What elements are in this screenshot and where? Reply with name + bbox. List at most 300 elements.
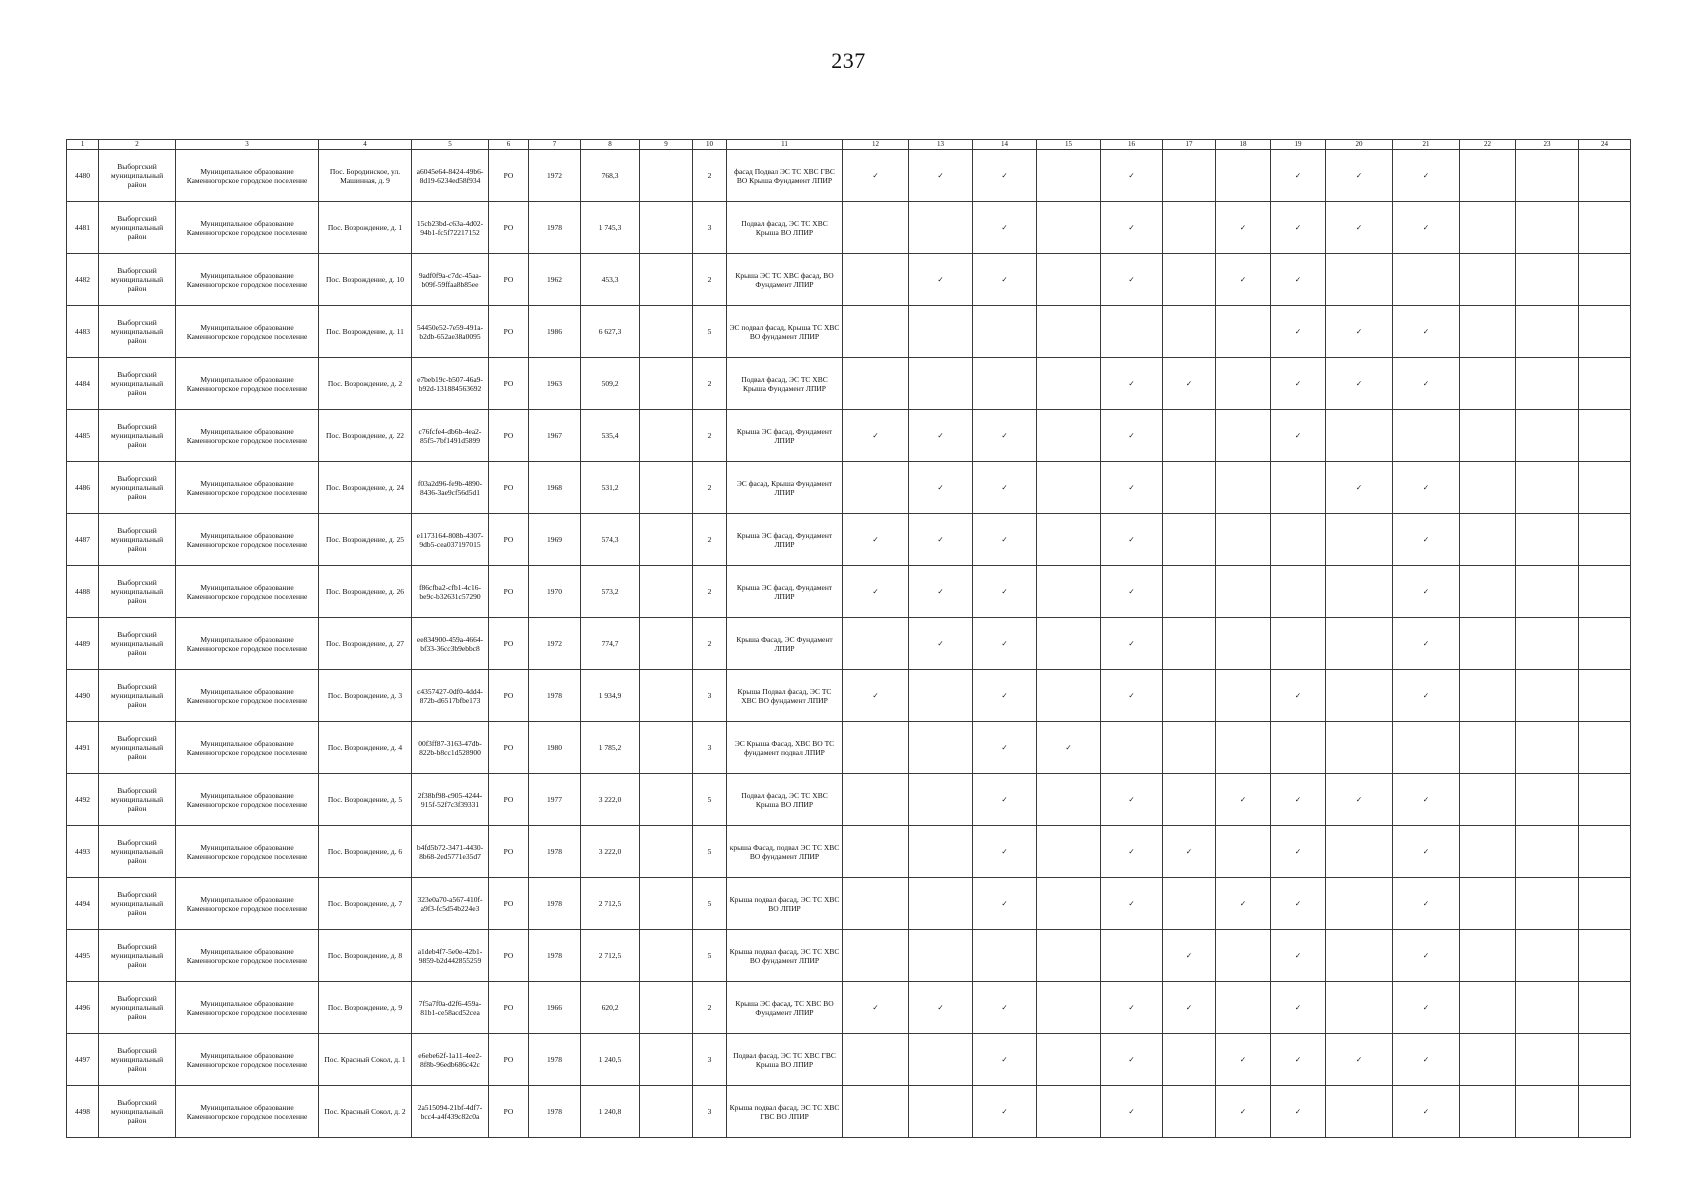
check-mark-cell xyxy=(1579,358,1631,410)
check-mark-cell xyxy=(909,202,973,254)
area-cell: 1 240,5 xyxy=(581,1034,640,1086)
check-mark-cell xyxy=(1037,410,1101,462)
check-mark-cell xyxy=(1163,618,1216,670)
build-year-cell: 1978 xyxy=(529,878,581,930)
check-mark-cell xyxy=(909,1034,973,1086)
table-row xyxy=(67,566,1631,618)
check-mark-cell: ✓ xyxy=(1271,774,1326,826)
check-mark-cell xyxy=(1460,410,1516,462)
check-mark-cell xyxy=(1460,878,1516,930)
column-number-header: 19 xyxy=(1271,140,1326,150)
check-mark-cell xyxy=(1163,150,1216,202)
check-mark-cell xyxy=(1037,514,1101,566)
check-mark-cell xyxy=(1579,722,1631,774)
check-mark-cell: ✓ xyxy=(973,462,1037,514)
municipality-cell: Муниципальное образование Каменногорское городское поселение xyxy=(176,150,319,202)
row-number: 4482 xyxy=(67,254,99,306)
check-mark-cell xyxy=(1393,254,1460,306)
address-cell: Пос. Возрождение, д. 2 xyxy=(319,358,412,410)
check-mark-cell: ✓ xyxy=(1101,254,1163,306)
check-mark-cell: ✓ xyxy=(1326,202,1393,254)
check-mark-cell xyxy=(1163,462,1216,514)
table-row xyxy=(67,514,1631,566)
works-list-cell: фасад Подвал ЭС ТС ХВС ГВС ВО Крыша Фундамент ЛПИР xyxy=(727,150,843,202)
check-mark-cell: ✓ xyxy=(1271,878,1326,930)
empty-cell xyxy=(640,462,693,514)
row-number: 4493 xyxy=(67,826,99,878)
check-mark-cell xyxy=(1163,306,1216,358)
check-mark-cell: ✓ xyxy=(909,514,973,566)
check-mark-cell: ✓ xyxy=(1271,982,1326,1034)
fias-id-cell: 323e0a70-a567-410f-a9f3-fc5d54b224e3 xyxy=(412,878,489,930)
check-mark-cell xyxy=(843,774,909,826)
check-mark-cell xyxy=(1516,358,1579,410)
check-mark-cell: ✓ xyxy=(1101,1086,1163,1138)
municipality-cell: Муниципальное образование Каменногорское городское поселение xyxy=(176,878,319,930)
check-mark-cell xyxy=(1216,930,1271,982)
column-number-header: 18 xyxy=(1216,140,1271,150)
address-cell: Пос. Возрождение, д. 1 xyxy=(319,202,412,254)
district-cell: Выборгский муниципальный район xyxy=(99,878,176,930)
check-mark-cell xyxy=(1271,566,1326,618)
check-mark-cell: ✓ xyxy=(973,982,1037,1034)
check-mark-cell xyxy=(1037,358,1101,410)
check-mark-cell xyxy=(1460,722,1516,774)
check-mark-cell xyxy=(1037,878,1101,930)
check-mark-cell xyxy=(843,618,909,670)
fias-id-cell: e7beb19c-b507-46a9-b92d-131884563692 xyxy=(412,358,489,410)
municipality-cell: Муниципальное образование Каменногорское городское поселение xyxy=(176,306,319,358)
area-cell: 6 627,3 xyxy=(581,306,640,358)
floors-cell: 3 xyxy=(693,202,727,254)
check-mark-cell xyxy=(1037,1086,1101,1138)
area-cell: 453,3 xyxy=(581,254,640,306)
address-cell: Пос. Красный Сокол, д. 2 xyxy=(319,1086,412,1138)
build-year-cell: 1977 xyxy=(529,774,581,826)
check-mark-cell xyxy=(1579,254,1631,306)
check-mark-cell: ✓ xyxy=(843,410,909,462)
check-mark-cell xyxy=(1516,1034,1579,1086)
check-mark-cell xyxy=(1037,202,1101,254)
check-mark-cell: ✓ xyxy=(973,670,1037,722)
address-cell: Пос. Возрождение, д. 26 xyxy=(319,566,412,618)
check-mark-cell xyxy=(1460,774,1516,826)
check-mark-cell: ✓ xyxy=(1101,774,1163,826)
address-cell: Пос. Возрождение, д. 6 xyxy=(319,826,412,878)
works-list-cell: Крыша подвал фасад, ЭС ТС ХВС ГВС ВО ЛПИР xyxy=(727,1086,843,1138)
check-mark-cell xyxy=(973,930,1037,982)
check-mark-cell: ✓ xyxy=(909,618,973,670)
district-cell: Выборгский муниципальный район xyxy=(99,202,176,254)
municipality-cell: Муниципальное образование Каменногорское городское поселение xyxy=(176,1034,319,1086)
check-mark-cell: ✓ xyxy=(973,1086,1037,1138)
table-row xyxy=(67,1034,1631,1086)
column-number-header: 9 xyxy=(640,140,693,150)
address-cell: Пос. Возрождение, д. 11 xyxy=(319,306,412,358)
check-mark-cell xyxy=(1326,514,1393,566)
check-mark-cell xyxy=(1163,878,1216,930)
empty-cell xyxy=(640,670,693,722)
address-cell: Пос. Красный Сокол, д. 1 xyxy=(319,1034,412,1086)
check-mark-cell: ✓ xyxy=(973,150,1037,202)
check-mark-cell xyxy=(843,254,909,306)
program-type-cell: РО xyxy=(489,306,529,358)
works-list-cell: Крыша ЭС фасад, Фундамент ЛПИР xyxy=(727,566,843,618)
table-row xyxy=(67,150,1631,202)
check-mark-cell: ✓ xyxy=(1393,618,1460,670)
check-mark-cell: ✓ xyxy=(1393,930,1460,982)
check-mark-cell: ✓ xyxy=(1271,410,1326,462)
works-list-cell: Крыша ЭС фасад, Фундамент ЛПИР xyxy=(727,410,843,462)
empty-cell xyxy=(640,306,693,358)
check-mark-cell: ✓ xyxy=(1393,358,1460,410)
works-list-cell: Подвал фасад, ЭС ТС ХВС Крыша Фундамент ЛПИР xyxy=(727,358,843,410)
check-mark-cell xyxy=(1516,670,1579,722)
check-mark-cell xyxy=(1037,774,1101,826)
check-mark-cell xyxy=(1216,722,1271,774)
check-mark-cell xyxy=(1216,514,1271,566)
check-mark-cell xyxy=(1326,618,1393,670)
row-number: 4488 xyxy=(67,566,99,618)
address-cell: Пос. Возрождение, д. 7 xyxy=(319,878,412,930)
check-mark-cell: ✓ xyxy=(1216,254,1271,306)
empty-cell xyxy=(640,722,693,774)
area-cell: 531,2 xyxy=(581,462,640,514)
check-mark-cell xyxy=(1326,826,1393,878)
check-mark-cell xyxy=(843,462,909,514)
check-mark-cell xyxy=(1579,514,1631,566)
empty-cell xyxy=(640,878,693,930)
table-row xyxy=(67,618,1631,670)
district-cell: Выборгский муниципальный район xyxy=(99,1086,176,1138)
check-mark-cell xyxy=(843,826,909,878)
floors-cell: 5 xyxy=(693,774,727,826)
check-mark-cell: ✓ xyxy=(1163,930,1216,982)
table-row xyxy=(67,774,1631,826)
check-mark-cell: ✓ xyxy=(973,410,1037,462)
district-cell: Выборгский муниципальный район xyxy=(99,306,176,358)
municipality-cell: Муниципальное образование Каменногорское городское поселение xyxy=(176,410,319,462)
fias-id-cell: a6045e64-8424-49b6-8d19-6234ed58f934 xyxy=(412,150,489,202)
area-cell: 1 745,3 xyxy=(581,202,640,254)
check-mark-cell xyxy=(1516,618,1579,670)
check-mark-cell: ✓ xyxy=(1326,358,1393,410)
check-mark-cell xyxy=(1579,930,1631,982)
check-mark-cell: ✓ xyxy=(973,722,1037,774)
check-mark-cell xyxy=(843,1034,909,1086)
check-mark-cell: ✓ xyxy=(1101,462,1163,514)
district-cell: Выборгский муниципальный район xyxy=(99,150,176,202)
fias-id-cell: e6ebe62f-1a11-4ee2-8f8b-96edb686c42c xyxy=(412,1034,489,1086)
district-cell: Выборгский муниципальный район xyxy=(99,410,176,462)
row-number: 4494 xyxy=(67,878,99,930)
municipality-cell: Муниципальное образование Каменногорское городское поселение xyxy=(176,826,319,878)
check-mark-cell xyxy=(843,306,909,358)
table-body xyxy=(67,150,1631,1138)
floors-cell: 2 xyxy=(693,254,727,306)
column-number-header: 21 xyxy=(1393,140,1460,150)
column-number-header: 23 xyxy=(1516,140,1579,150)
check-mark-cell xyxy=(1516,202,1579,254)
check-mark-cell: ✓ xyxy=(1101,1034,1163,1086)
check-mark-cell xyxy=(1579,878,1631,930)
check-mark-cell xyxy=(1460,618,1516,670)
check-mark-cell: ✓ xyxy=(1271,1086,1326,1138)
empty-cell xyxy=(640,1086,693,1138)
check-mark-cell: ✓ xyxy=(1101,618,1163,670)
check-mark-cell xyxy=(1460,1086,1516,1138)
works-list-cell: Подвал фасад, ЭС ТС ХВС Крыша ВО ЛПИР xyxy=(727,774,843,826)
check-mark-cell: ✓ xyxy=(1271,670,1326,722)
row-number: 4497 xyxy=(67,1034,99,1086)
district-cell: Выборгский муниципальный район xyxy=(99,982,176,1034)
district-cell: Выборгский муниципальный район xyxy=(99,722,176,774)
municipality-cell: Муниципальное образование Каменногорское городское поселение xyxy=(176,1086,319,1138)
column-number-header: 4 xyxy=(319,140,412,150)
check-mark-cell xyxy=(1516,566,1579,618)
check-mark-cell xyxy=(1326,722,1393,774)
table-row xyxy=(67,306,1631,358)
municipality-cell: Муниципальное образование Каменногорское городское поселение xyxy=(176,982,319,1034)
check-mark-cell: ✓ xyxy=(1326,462,1393,514)
row-number: 4496 xyxy=(67,982,99,1034)
check-mark-cell xyxy=(1460,1034,1516,1086)
check-mark-cell xyxy=(1163,202,1216,254)
check-mark-cell xyxy=(1163,1034,1216,1086)
area-cell: 3 222,0 xyxy=(581,826,640,878)
fias-id-cell: f86cfba2-cfb1-4c16-be9c-b32631c57290 xyxy=(412,566,489,618)
check-mark-cell: ✓ xyxy=(1271,254,1326,306)
build-year-cell: 1978 xyxy=(529,202,581,254)
floors-cell: 2 xyxy=(693,358,727,410)
floors-cell: 2 xyxy=(693,566,727,618)
build-year-cell: 1963 xyxy=(529,358,581,410)
check-mark-cell: ✓ xyxy=(1216,878,1271,930)
column-number-header: 13 xyxy=(909,140,973,150)
check-mark-cell xyxy=(1579,774,1631,826)
address-cell: Пос. Возрождение, д. 8 xyxy=(319,930,412,982)
check-mark-cell: ✓ xyxy=(1271,358,1326,410)
check-mark-cell xyxy=(1037,566,1101,618)
check-mark-cell xyxy=(1516,514,1579,566)
address-cell: Пос. Возрождение, д. 3 xyxy=(319,670,412,722)
check-mark-cell: ✓ xyxy=(1271,150,1326,202)
district-cell: Выборгский муниципальный район xyxy=(99,566,176,618)
program-type-cell: РО xyxy=(489,826,529,878)
fias-id-cell: 54450e52-7e59-491a-b2db-652ae38a0095 xyxy=(412,306,489,358)
check-mark-cell: ✓ xyxy=(1393,878,1460,930)
build-year-cell: 1972 xyxy=(529,618,581,670)
check-mark-cell xyxy=(1326,930,1393,982)
empty-cell xyxy=(640,410,693,462)
check-mark-cell: ✓ xyxy=(843,150,909,202)
works-list-cell: ЭС подвал фасад, Крыша ТС ХВС ВО фундамент ЛПИР xyxy=(727,306,843,358)
floors-cell: 5 xyxy=(693,306,727,358)
check-mark-cell xyxy=(909,1086,973,1138)
check-mark-cell xyxy=(843,1086,909,1138)
build-year-cell: 1967 xyxy=(529,410,581,462)
area-cell: 2 712,5 xyxy=(581,930,640,982)
program-type-cell: РО xyxy=(489,566,529,618)
check-mark-cell: ✓ xyxy=(1101,670,1163,722)
works-list-cell: крыша Фасад, подвал ЭС ТС ХВС ВО фундамент ЛПИР xyxy=(727,826,843,878)
works-list-cell: ЭС фасад, Крыша Фундамент ЛПИР xyxy=(727,462,843,514)
build-year-cell: 1970 xyxy=(529,566,581,618)
check-mark-cell xyxy=(1516,462,1579,514)
municipality-cell: Муниципальное образование Каменногорское городское поселение xyxy=(176,930,319,982)
check-mark-cell xyxy=(1460,566,1516,618)
page-number: 237 xyxy=(831,48,866,73)
build-year-cell: 1978 xyxy=(529,1086,581,1138)
check-mark-cell: ✓ xyxy=(1393,670,1460,722)
district-cell: Выборгский муниципальный район xyxy=(99,462,176,514)
check-mark-cell xyxy=(1460,358,1516,410)
empty-cell xyxy=(640,982,693,1034)
check-mark-cell xyxy=(1516,1086,1579,1138)
municipality-cell: Муниципальное образование Каменногорское городское поселение xyxy=(176,722,319,774)
column-number-header: 24 xyxy=(1579,140,1631,150)
check-mark-cell: ✓ xyxy=(1271,306,1326,358)
works-list-cell: ЭС Крыша Фасад, ХВС ВО ТС фундамент подвал ЛПИР xyxy=(727,722,843,774)
program-type-cell: РО xyxy=(489,514,529,566)
check-mark-cell xyxy=(1037,1034,1101,1086)
district-cell: Выборгский муниципальный район xyxy=(99,358,176,410)
check-mark-cell: ✓ xyxy=(1393,826,1460,878)
check-mark-cell xyxy=(909,826,973,878)
area-cell: 574,3 xyxy=(581,514,640,566)
municipality-cell: Муниципальное образование Каменногорское городское поселение xyxy=(176,566,319,618)
works-list-cell: Крыша подвал фасад, ЭС ТС ХВС ВО ЛПИР xyxy=(727,878,843,930)
program-type-cell: РО xyxy=(489,670,529,722)
fias-id-cell: 15cb23bd-c63a-4d02-94b1-fc5f72217152 xyxy=(412,202,489,254)
check-mark-cell: ✓ xyxy=(1101,202,1163,254)
district-cell: Выборгский муниципальный район xyxy=(99,670,176,722)
check-mark-cell xyxy=(1326,670,1393,722)
table-row xyxy=(67,826,1631,878)
fias-id-cell: 9adf0f9a-c7dc-45aa-b09f-59ffaa8b85ee xyxy=(412,254,489,306)
floors-cell: 3 xyxy=(693,1086,727,1138)
check-mark-cell: ✓ xyxy=(1393,202,1460,254)
check-mark-cell xyxy=(843,202,909,254)
empty-cell xyxy=(640,774,693,826)
check-mark-cell xyxy=(1460,462,1516,514)
address-cell: Пос. Возрождение, д. 4 xyxy=(319,722,412,774)
program-type-cell: РО xyxy=(489,722,529,774)
check-mark-cell xyxy=(1516,410,1579,462)
fias-id-cell: c4357427-0df0-4dd4-872b-d6517bfbe173 xyxy=(412,670,489,722)
check-mark-cell xyxy=(1326,982,1393,1034)
check-mark-cell xyxy=(1460,254,1516,306)
check-mark-cell xyxy=(1163,1086,1216,1138)
check-mark-cell xyxy=(1516,982,1579,1034)
check-mark-cell xyxy=(1271,722,1326,774)
program-type-cell: РО xyxy=(489,150,529,202)
program-type-cell: РО xyxy=(489,930,529,982)
check-mark-cell xyxy=(1579,982,1631,1034)
check-mark-cell: ✓ xyxy=(973,254,1037,306)
check-mark-cell xyxy=(1516,930,1579,982)
empty-cell xyxy=(640,826,693,878)
check-mark-cell: ✓ xyxy=(843,514,909,566)
address-cell: Пос. Возрождение, д. 22 xyxy=(319,410,412,462)
check-mark-cell xyxy=(1460,202,1516,254)
row-number: 4480 xyxy=(67,150,99,202)
area-cell: 1 240,8 xyxy=(581,1086,640,1138)
check-mark-cell xyxy=(1393,410,1460,462)
row-number: 4481 xyxy=(67,202,99,254)
fias-id-cell: 7f5a7f0a-d2f6-459a-81b1-ce58acd52cea xyxy=(412,982,489,1034)
check-mark-cell xyxy=(1460,930,1516,982)
floors-cell: 3 xyxy=(693,670,727,722)
area-cell: 535,4 xyxy=(581,410,640,462)
area-cell: 573,2 xyxy=(581,566,640,618)
check-mark-cell xyxy=(909,358,973,410)
area-cell: 2 712,5 xyxy=(581,878,640,930)
district-cell: Выборгский муниципальный район xyxy=(99,774,176,826)
check-mark-cell xyxy=(1163,774,1216,826)
check-mark-cell xyxy=(1579,410,1631,462)
check-mark-cell: ✓ xyxy=(973,618,1037,670)
address-cell: Пос. Возрождение, д. 25 xyxy=(319,514,412,566)
check-mark-cell: ✓ xyxy=(1393,150,1460,202)
check-mark-cell xyxy=(1579,618,1631,670)
check-mark-cell xyxy=(909,670,973,722)
table-row xyxy=(67,358,1631,410)
check-mark-cell xyxy=(1579,826,1631,878)
check-mark-cell: ✓ xyxy=(1101,982,1163,1034)
column-number-header: 17 xyxy=(1163,140,1216,150)
check-mark-cell xyxy=(1216,462,1271,514)
check-mark-cell: ✓ xyxy=(1101,410,1163,462)
check-mark-cell xyxy=(973,358,1037,410)
check-mark-cell: ✓ xyxy=(1326,1034,1393,1086)
row-number: 4495 xyxy=(67,930,99,982)
check-mark-cell xyxy=(1163,566,1216,618)
check-mark-cell: ✓ xyxy=(1216,202,1271,254)
column-number-header: 12 xyxy=(843,140,909,150)
check-mark-cell: ✓ xyxy=(1163,358,1216,410)
check-mark-cell xyxy=(1037,930,1101,982)
build-year-cell: 1980 xyxy=(529,722,581,774)
check-mark-cell xyxy=(1326,410,1393,462)
district-cell: Выборгский муниципальный район xyxy=(99,618,176,670)
check-mark-cell: ✓ xyxy=(1393,514,1460,566)
check-mark-cell xyxy=(843,930,909,982)
municipality-cell: Муниципальное образование Каменногорское городское поселение xyxy=(176,618,319,670)
row-number: 4487 xyxy=(67,514,99,566)
check-mark-cell: ✓ xyxy=(1393,566,1460,618)
check-mark-cell xyxy=(1216,618,1271,670)
check-mark-cell: ✓ xyxy=(1216,1086,1271,1138)
check-mark-cell xyxy=(1101,930,1163,982)
row-number: 4485 xyxy=(67,410,99,462)
address-cell: Пос. Возрождение, д. 27 xyxy=(319,618,412,670)
table-row xyxy=(67,722,1631,774)
build-year-cell: 1968 xyxy=(529,462,581,514)
check-mark-cell xyxy=(1579,202,1631,254)
check-mark-cell: ✓ xyxy=(909,982,973,1034)
check-mark-cell xyxy=(1163,254,1216,306)
program-type-cell: РО xyxy=(489,202,529,254)
check-mark-cell: ✓ xyxy=(909,462,973,514)
fias-id-cell: c76fcfe4-db6b-4ea2-85f5-7bf1491d5899 xyxy=(412,410,489,462)
column-number-header: 14 xyxy=(973,140,1037,150)
check-mark-cell xyxy=(1516,306,1579,358)
build-year-cell: 1966 xyxy=(529,982,581,1034)
check-mark-cell: ✓ xyxy=(1393,982,1460,1034)
check-mark-cell xyxy=(973,306,1037,358)
check-mark-cell xyxy=(1216,670,1271,722)
